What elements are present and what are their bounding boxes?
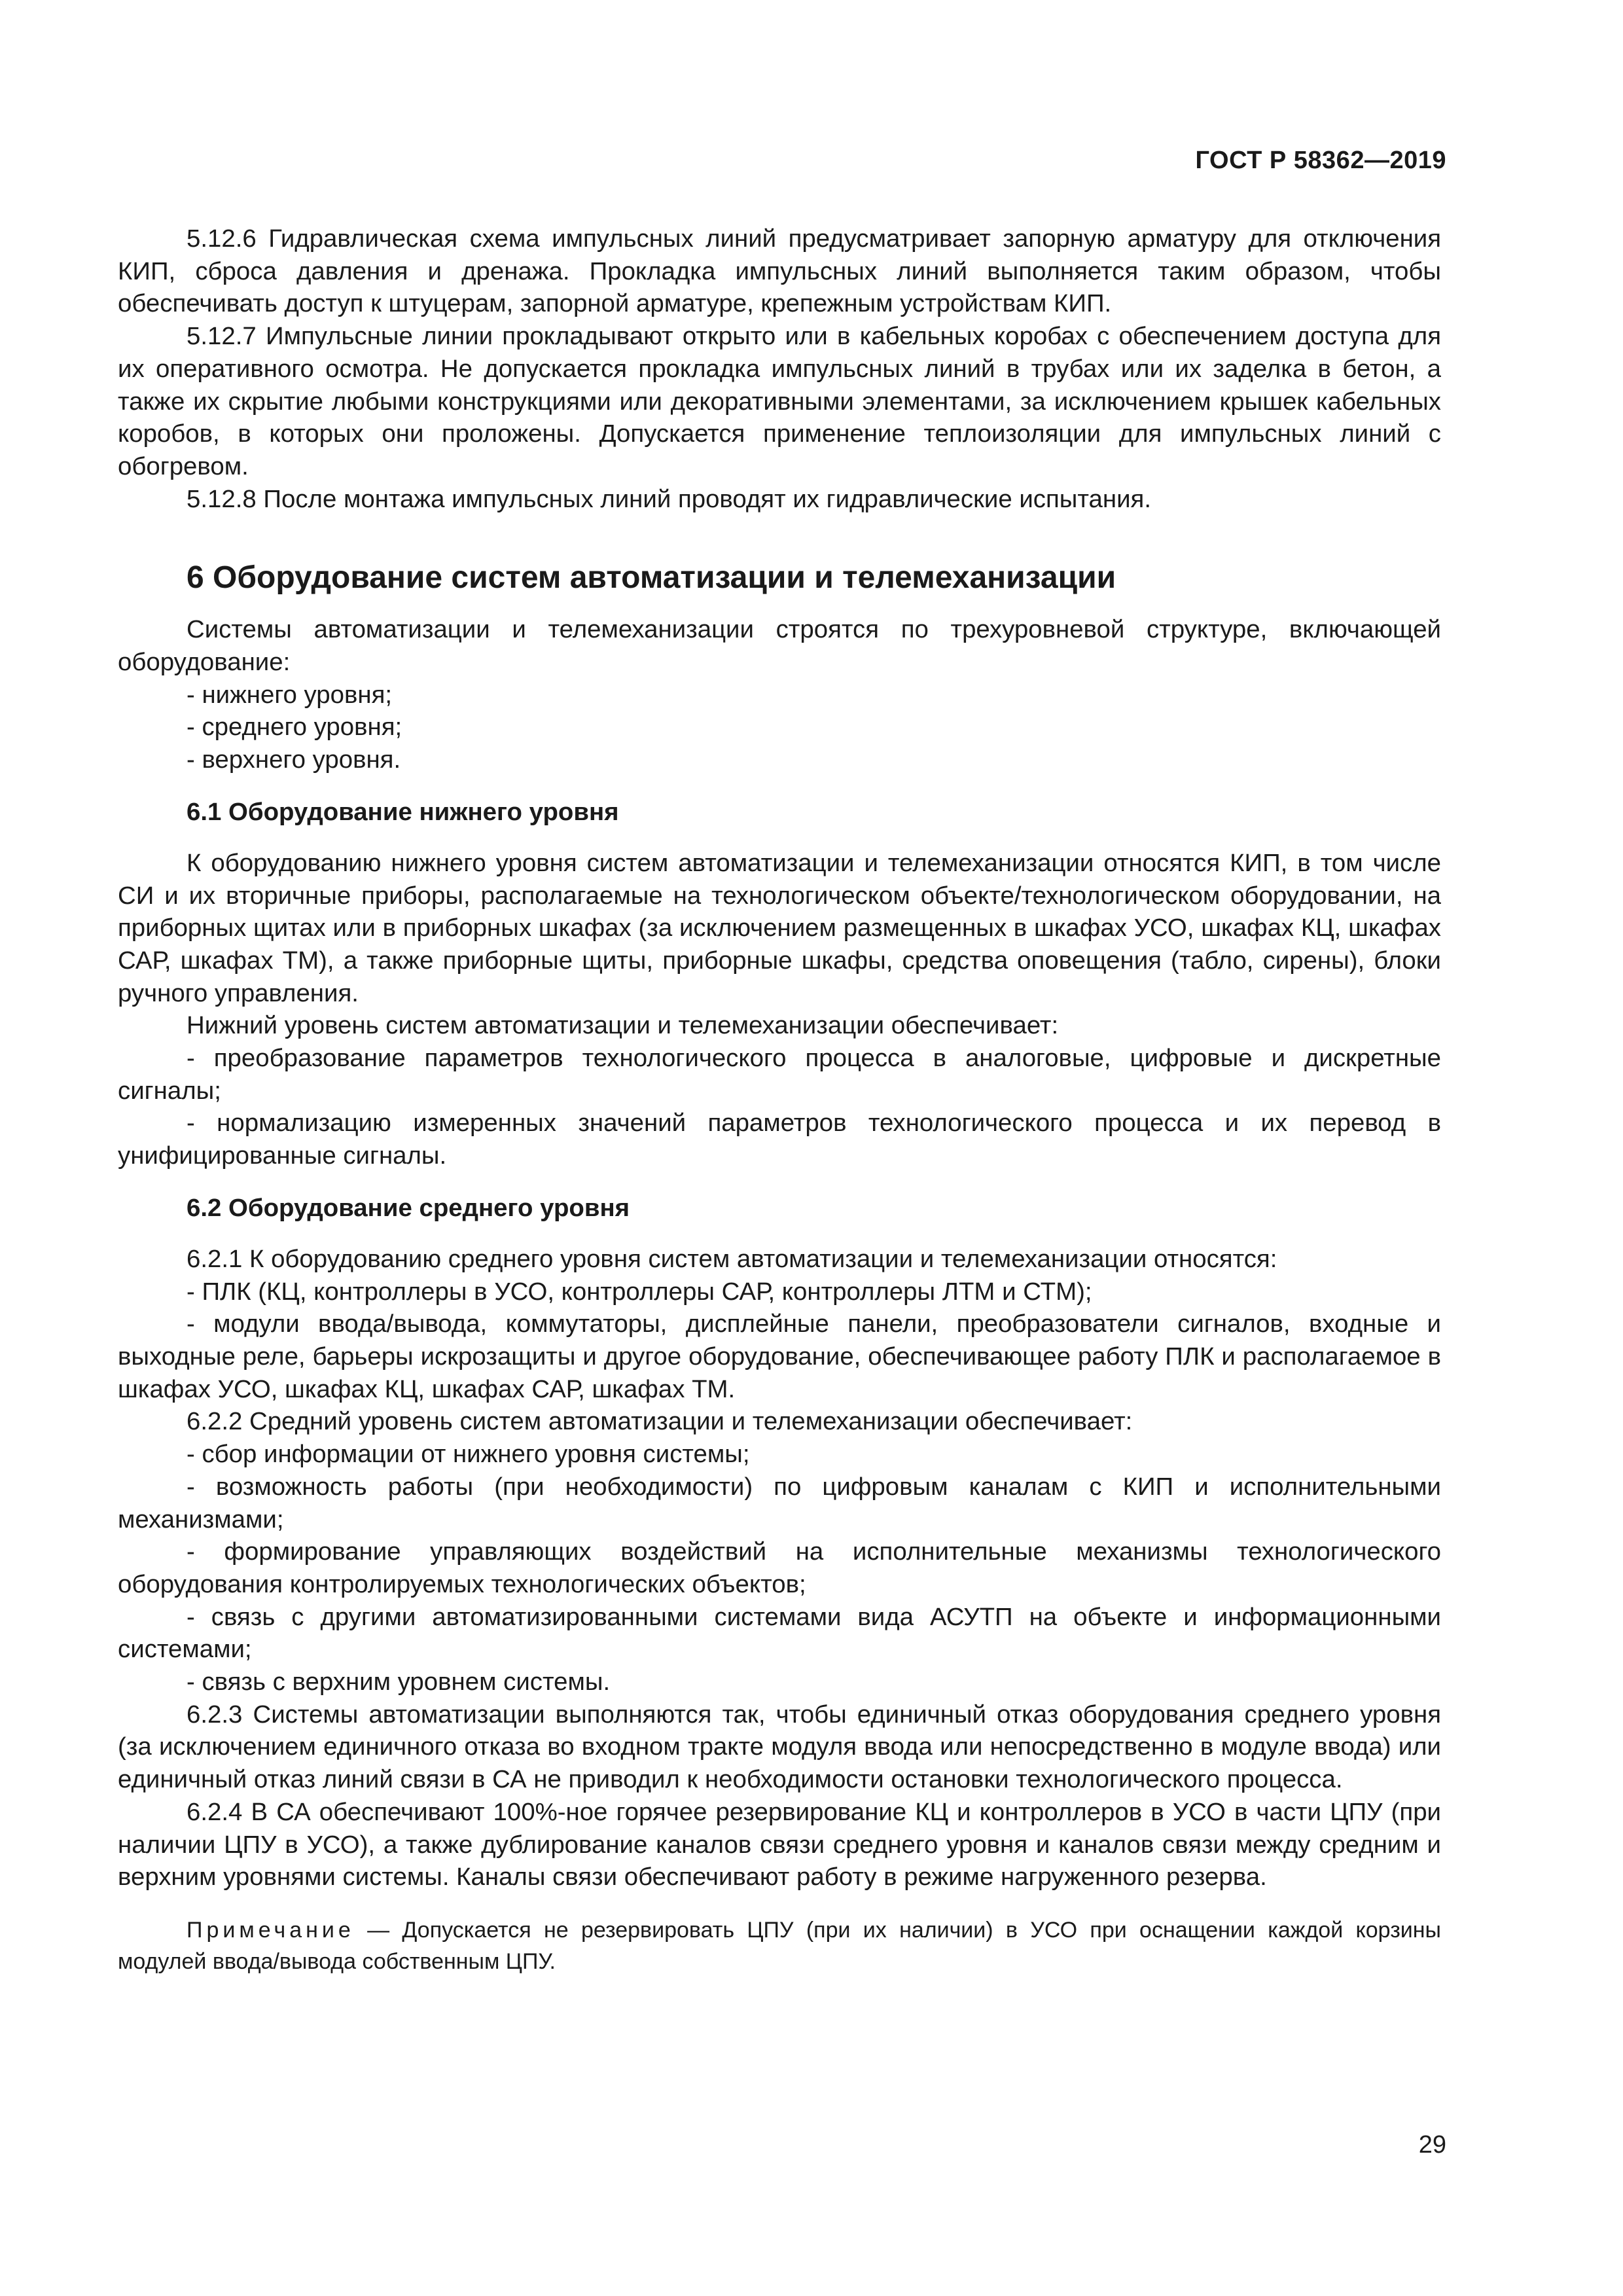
list-item: - формирование управляющих воздействий на исполнительные механизмы технологического оборудования контролируемых технологических объектов; bbox=[118, 1537, 1441, 1598]
list-item: - среднего уровня; bbox=[187, 713, 402, 742]
section-6-1-heading: 6.1 Оборудование нижнего уровня bbox=[187, 797, 619, 826]
section-6-1-para: Нижний уровень систем автоматизации и телемеханизации обеспечивает: bbox=[187, 1011, 1059, 1040]
list-item: - нижнего уровня; bbox=[187, 680, 393, 709]
section-6-2-heading: 6.2 Оборудование среднего уровня bbox=[187, 1193, 630, 1222]
section-6-intro: Системы автоматизации и телемеханизации строятся по трехуровневой структуре, включающей оборудование: bbox=[118, 615, 1441, 677]
note-text: — Допускается не резервировать ЦПУ (при их наличии) в УСО при оснащении каждой корзины модулей ввода/вывода собственным ЦПУ. bbox=[118, 1917, 1441, 1974]
section-6-1-para: К оборудованию нижнего уровня систем автоматизации и телемеханизации относятся КИП, в том числе СИ и их вторичные приборы, располагаемые на технологическом объекте/технологическом оборудовании, на приборных щитах или в приборных шкафах (за исключением размещенных в шкафах УСО, шкафах КЦ, шкафах САР, шкафах ТМ), а также приборные щиты, приборные шкафы, средства оповещения (табло, сирены), блоки ручного управления. bbox=[118, 848, 1441, 1007]
clause-6-2-2: 6.2.2 Средний уровень систем автоматизации и телемеханизации обеспечивает: bbox=[187, 1407, 1133, 1436]
list-item: - преобразование параметров технологического процесса в аналоговые, цифровые и дискретные сигналы; bbox=[118, 1044, 1441, 1105]
list-item: - связь с верхним уровнем системы. bbox=[187, 1668, 611, 1696]
document-id: ГОСТ Р 58362—2019 bbox=[1195, 147, 1446, 174]
note bbox=[118, 1914, 1441, 1977]
note-label: Примечание bbox=[187, 1917, 355, 1943]
page-number: 29 bbox=[1418, 2131, 1446, 2159]
clause-6-2-4: 6.2.4 В СА обеспечивают 100%-ное горячее резервирование КЦ и контроллеров в УСО в части ЦПУ (при наличии ЦПУ в УСО), а также дублирование каналов связи среднего уровня и каналов связи между средним и верхним уровнями системы. Каналы связи обеспечивают работу в режиме нагруженного резерва. bbox=[118, 1797, 1441, 1892]
clause-5-12-7: 5.12.7 Импульсные линии прокладывают открыто или в кабельных коробах с обеспечением доступа для их оперативного осмотра. Не допускается прокладка импульсных линий в трубах или их заделка в бетон, а также их скрытие любыми конструкциями или декоративными элементами, за исключением крышек кабельных коробов, в которых они проложены. Допускается применение теплоизоляции для импульсных линий с обогревом. bbox=[118, 322, 1441, 480]
clause-5-12-8: 5.12.8 После монтажа импульсных линий проводят их гидравлические испытания. bbox=[187, 484, 1151, 513]
clause-6-2-1: 6.2.1 К оборудованию среднего уровня систем автоматизации и телемеханизации относятся: bbox=[187, 1244, 1277, 1273]
list-item: - возможность работы (при необходимости) по цифровым каналам с КИП и исполнительными механизмами; bbox=[118, 1472, 1441, 1534]
list-item: - верхнего уровня. bbox=[187, 745, 401, 774]
section-6-heading: 6 Оборудование систем автоматизации и телемеханизации bbox=[187, 560, 1116, 596]
list-item: - сбор информации от нижнего уровня системы; bbox=[187, 1440, 750, 1469]
list-item: - модули ввода/вывода, коммутаторы, дисплейные панели, преобразователи сигналов, входные и выходные реле, барьеры искрозащиты и другое оборудование, обеспечивающее работу ПЛК и располагаемое в шкафах УСО, шкафах КЦ, шкафах САР, шкафах ТМ. bbox=[118, 1310, 1441, 1403]
list-item: - нормализацию измеренных значений параметров технологического процесса и их перевод в унифицированные сигналы. bbox=[118, 1109, 1441, 1170]
list-item: - ПЛК (КЦ, контроллеры в УСО, контроллеры САР, контроллеры ЛТМ и СТМ); bbox=[187, 1277, 1092, 1306]
clause-6-2-3: 6.2.3 Системы автоматизации выполняются так, чтобы единичный отказ оборудования среднего уровня (за исключением единичного отказа во входном тракте модуля ввода или непосредственно в модуле ввода) или единичный отказ линий связи в СА не приводил к необходимости остановки технологического процесса. bbox=[118, 1700, 1441, 1794]
list-item: - связь с другими автоматизированными системами вида АСУТП на объекте и информационными системами; bbox=[118, 1602, 1441, 1664]
page-body bbox=[118, 223, 1441, 1977]
clause-5-12-6: 5.12.6 Гидравлическая схема импульсных линий предусматривает запорную арматуру для отключения КИП, сброса давления и дренажа. Прокладка импульсных линий выполняется таким образом, чтобы обеспечивать доступ к штуцерам, запорной арматуре, крепежным устройствам КИП. bbox=[118, 224, 1441, 318]
